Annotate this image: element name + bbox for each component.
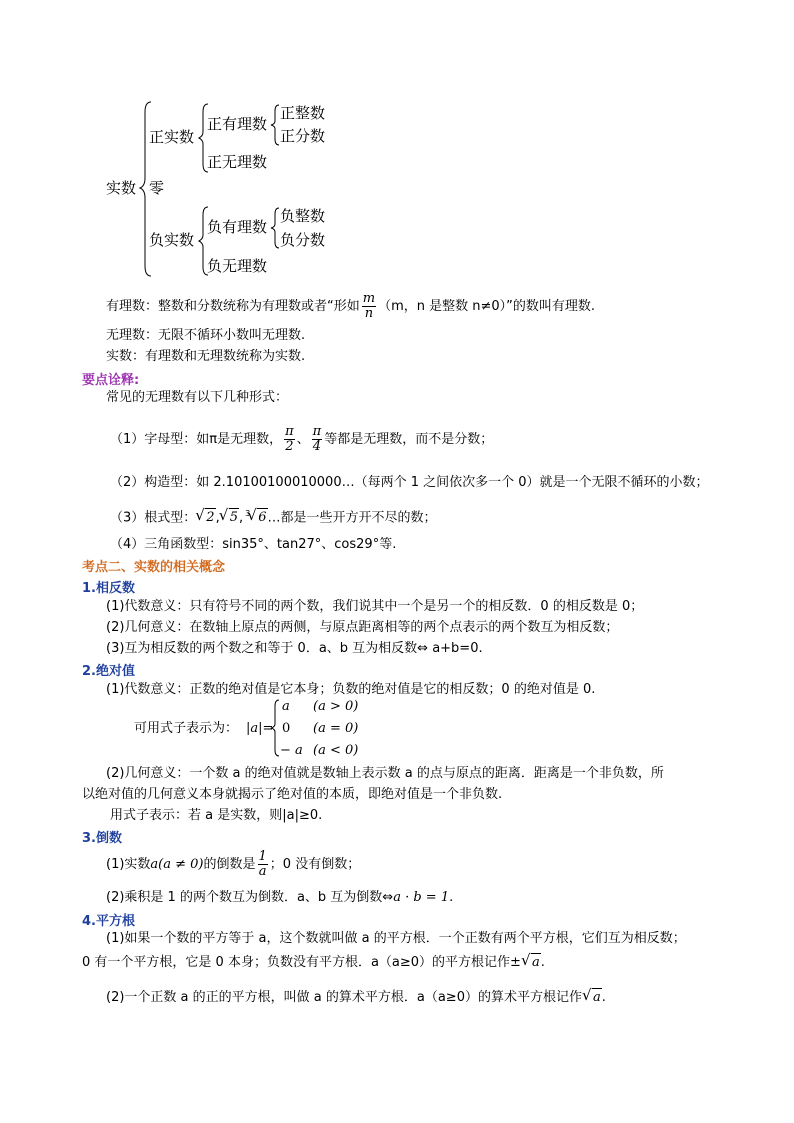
keypoint-item-2: （2）构造型：如 2.10100100010000…（每两个 1 之间依次多一个 0）就是一个无限不循环的小数； <box>110 475 709 490</box>
real-definition: 实数：有理数和无理数统称为实数. <box>106 349 306 364</box>
opposite-heading: 1.相反数 <box>82 581 135 596</box>
reciprocal-1: (1)实数a(a ≠ 0)的倒数是 $\frac{1}{a}$ ；0 没有倒数； <box>106 849 361 879</box>
pi-over-2: $\frac{\pi}{2}$ <box>285 424 294 454</box>
tree-neg-irrational: 负无理数 <box>207 257 268 275</box>
rational-definition: 有理数：整数和分数统称为有理数或者“形如 $\frac{m}{n}$ （m，n 是整数 n≠0）”的数叫有理数. <box>106 291 596 321</box>
tree-pos-fraction: 正分数 <box>280 127 326 145</box>
square-root-2: (2)一个正数 a 的正的平方根，叫做 a 的算术平方根．a（a≥0）的算术平方根记作√ a. <box>106 988 606 1007</box>
sqrt-a-pm: √ a <box>531 953 541 972</box>
cube-index: 3 <box>245 509 251 518</box>
reciprocal-2: (2)乘积是 1 的两个数互为倒数．a、b 互为倒数⇔a · b = 1. <box>106 890 454 905</box>
tree-neg-integer: 负整数 <box>280 207 326 225</box>
absolute-1: (1)代数意义：正数的绝对值是它本身；负数的绝对值是它的相反数；0 的绝对值是 0. <box>106 682 596 697</box>
m-over-n: $\frac{m}{n}$ <box>362 291 376 321</box>
pi-over-4: $\frac{\pi}{4}$ <box>312 424 322 454</box>
tree-pos-integer: 正整数 <box>280 104 326 122</box>
absolute-formula-prefix: 可用式子表示为： <box>134 721 239 736</box>
case-2-cond: (a = 0) <box>313 721 359 736</box>
tree-neg-rational: 负有理数 <box>207 218 268 236</box>
sqrt-5: √ 5 <box>229 508 239 527</box>
absolute-lhs: |a|= <box>246 721 274 736</box>
tree-pos-irrational: 正无理数 <box>207 153 268 171</box>
square-root-1a: (1)如果一个数的平方等于 a，这个数就叫做 a 的平方根．一个正数有两个平方根，它们互为相反数； <box>106 931 686 946</box>
neg-rat-brace <box>270 206 280 250</box>
cbrt-6: √ 6 <box>257 508 267 527</box>
sqrt-a: √ a <box>592 988 602 1007</box>
tree-root: 实数 <box>106 179 137 197</box>
tree-pos-rational: 正有理数 <box>207 115 268 133</box>
square-root-heading: 4.平方根 <box>82 914 135 929</box>
case-3-value: − a <box>280 743 303 758</box>
opposite-1: (1)代数意义：只有符号不同的两个数，我们说其中一个是另一个的相反数．0 的相反数是 0； <box>106 599 644 614</box>
sqrt-2: √ 2 <box>205 508 215 527</box>
opposite-2: (2)几何意义：在数轴上原点的两侧，与原点距离相等的两个点表示的两个数互为相反数； <box>106 620 619 635</box>
keypoint-item-3: （3）根式型：√ 2,√ 5, $^3$√ 6…都是一些开方开不尽的数； <box>110 505 437 527</box>
irrational-definition: 无理数：无限不循环小数叫无理数. <box>106 328 306 343</box>
absolute-heading: 2.绝对值 <box>82 664 135 679</box>
tree-positive: 正实数 <box>149 128 195 146</box>
section2-heading: 考点二、实数的相关概念 <box>82 560 226 575</box>
pos-rat-brace <box>270 103 280 147</box>
case-2-value: 0 <box>282 721 291 736</box>
cases-brace <box>270 698 280 758</box>
keypoints-heading: 要点诠释: <box>82 373 140 388</box>
absolute-3: 用式子表示：若 a 是实数，则|a|≥0. <box>110 808 323 823</box>
tree-negative: 负实数 <box>149 231 195 249</box>
absolute-2b: 以绝对值的几何意义本身就揭示了绝对值的本质，即绝对值是一个非负数. <box>82 787 503 802</box>
keypoints-intro: 常见的无理数有以下几种形式： <box>106 390 289 405</box>
one-over-a: $\frac{1}{a}$ <box>258 849 267 879</box>
absolute-2a: (2)几何意义：一个数 a 的绝对值就是数轴上表示数 a 的点与原点的距离．距离是一个非负数，所 <box>106 766 664 781</box>
keypoint-item-4: （4）三角函数型：sin35°、tan27°、cos29°等. <box>110 537 397 552</box>
opposite-3: (3)互为相反数的两个数之和等于 0．a、b 互为相反数⇔ a+b=0. <box>106 641 483 656</box>
square-root-1b: 0 有一个平方根，它是 0 本身；负数没有平方根．a（a≥0）的平方根记作±√ a. <box>82 953 545 972</box>
reciprocal-heading: 3.倒数 <box>82 831 122 846</box>
keypoint-item-1: （1）字母型：如π是无理数， $\frac{\pi}{2}$ 、 $\frac{\pi}{4}$ 等都是无理数，而不是分数； <box>110 424 494 454</box>
tree-neg-fraction: 负分数 <box>280 231 326 249</box>
tree-zero: 零 <box>149 179 165 197</box>
case-1-value: a <box>282 699 290 714</box>
case-1-cond: (a > 0) <box>313 699 359 714</box>
case-3-cond: (a < 0) <box>313 743 359 758</box>
